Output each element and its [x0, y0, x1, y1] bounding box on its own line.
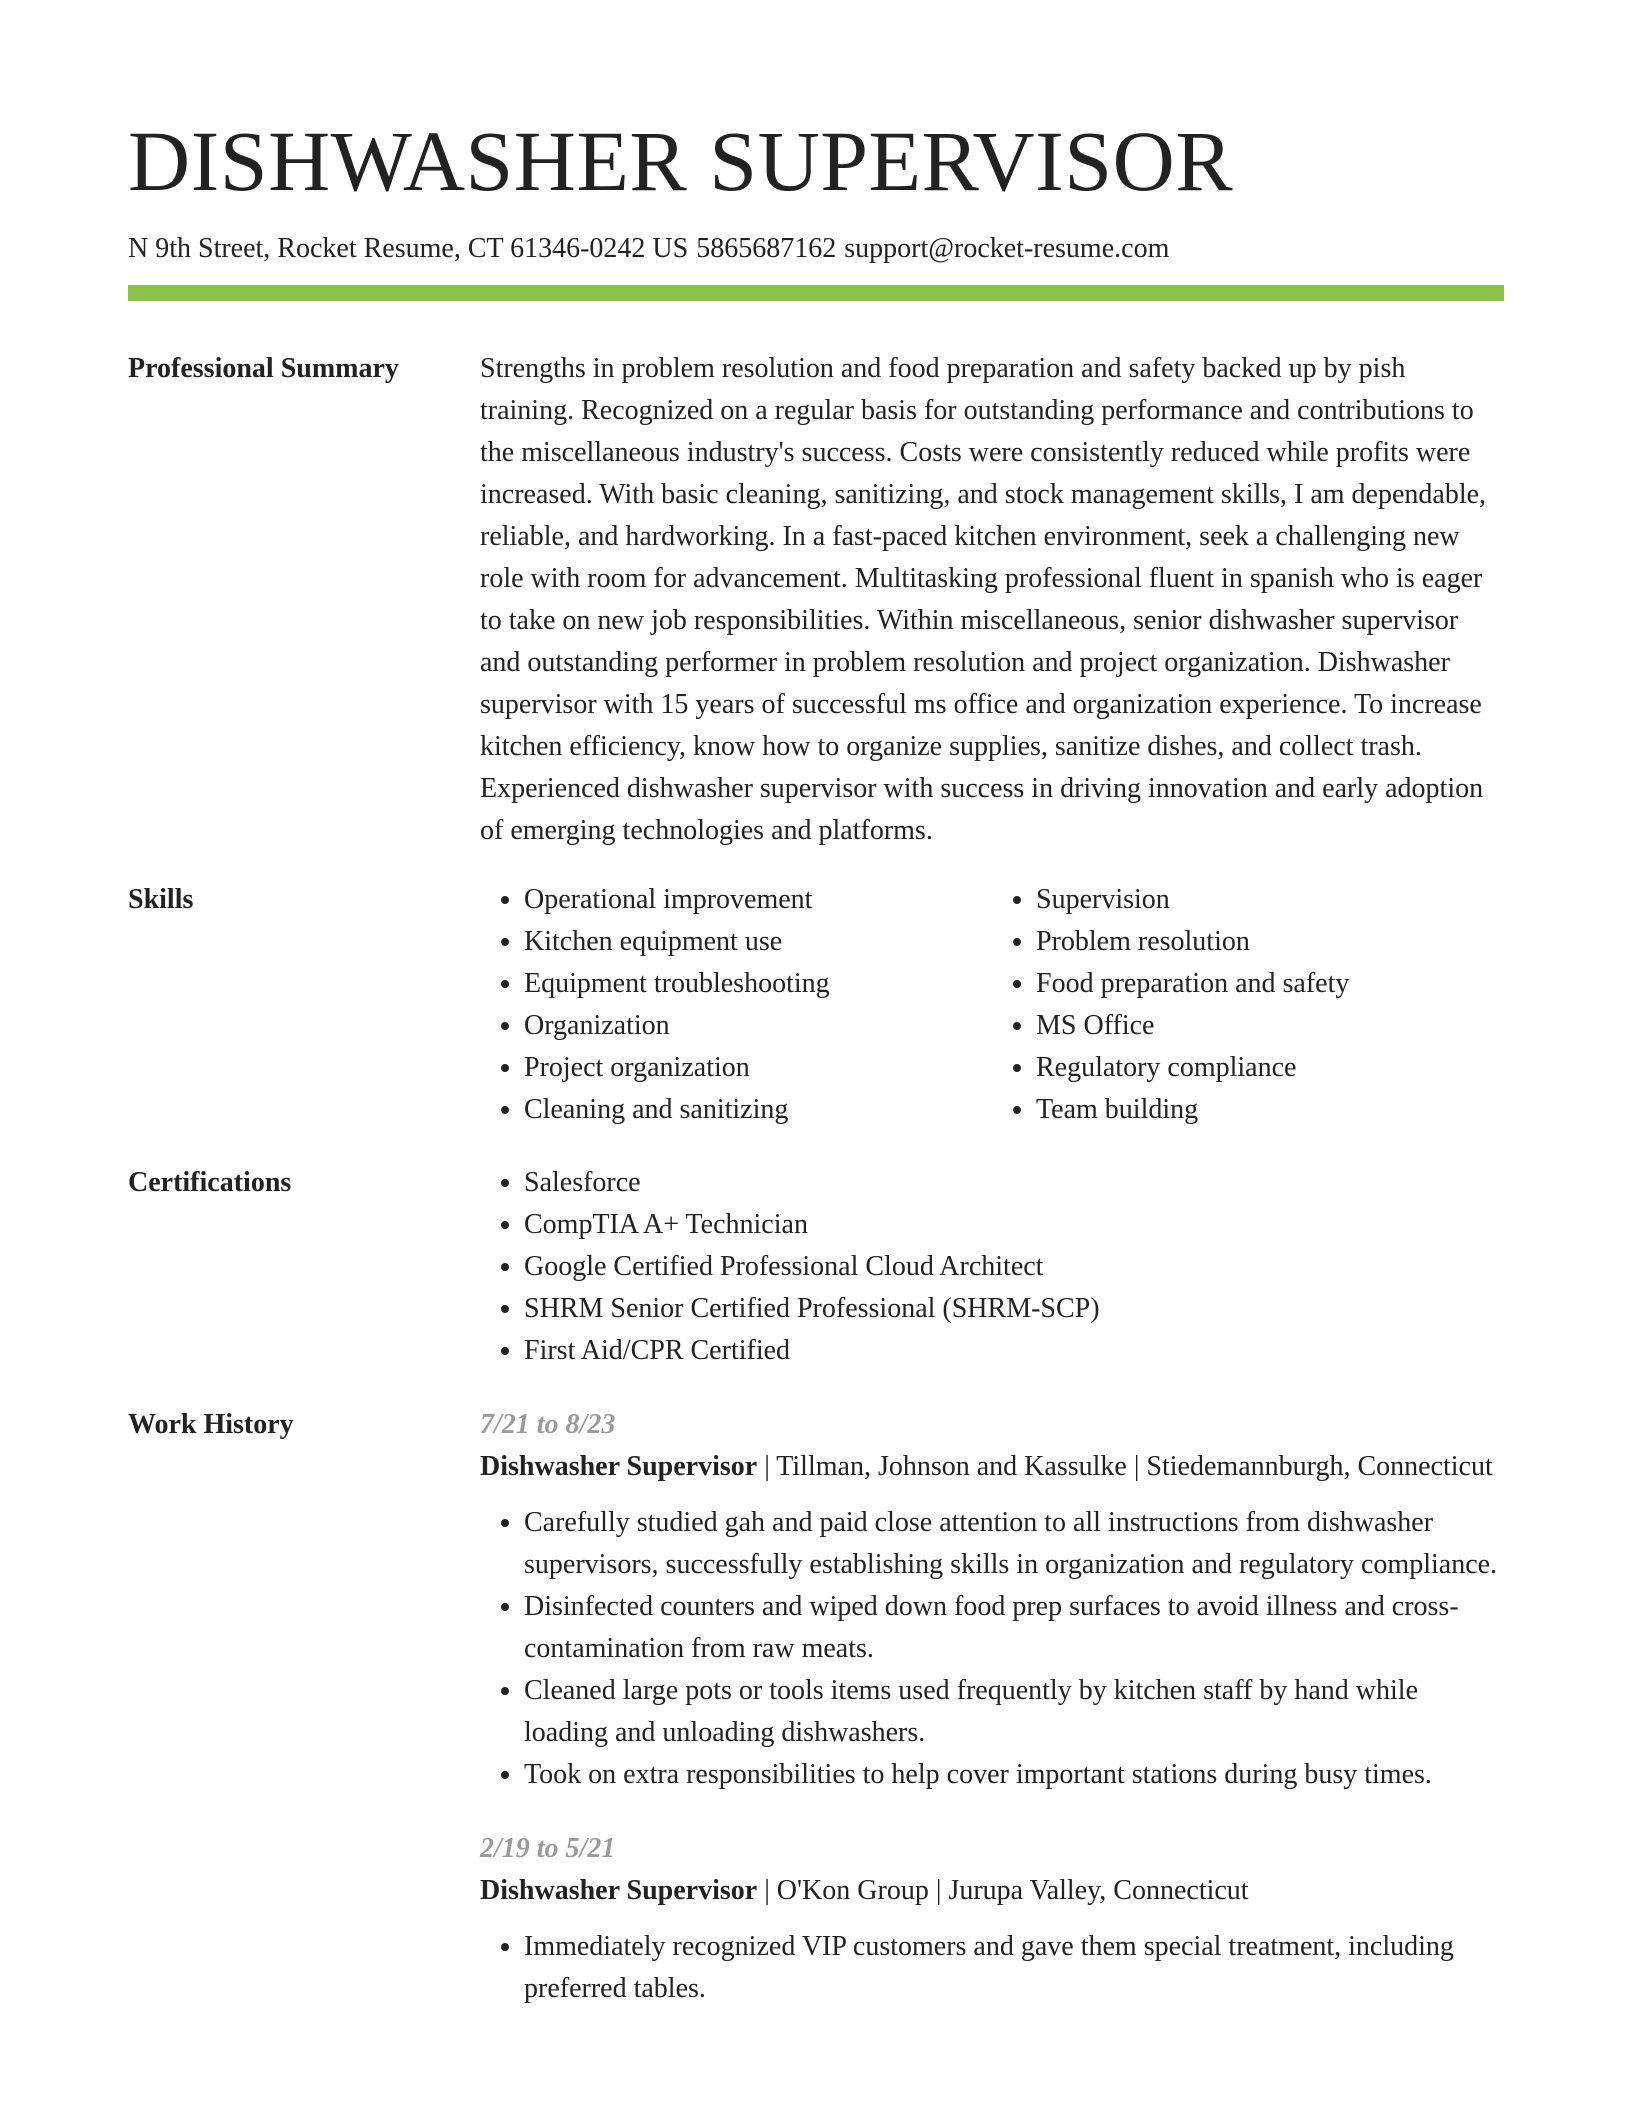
- job-details: | O'Kon Group | Jurupa Valley, Connecticut: [757, 1875, 1249, 1906]
- skill-item: • Cleaning and sanitizing: [524, 1089, 992, 1131]
- skill-item: • Equipment troubleshooting: [524, 963, 992, 1005]
- contact-line: [128, 232, 1169, 266]
- skill-item: • Problem resolution: [1036, 921, 1504, 963]
- job-bullet-list: [480, 1502, 1504, 1796]
- header-divider: [128, 285, 1504, 301]
- certifications-section-title: Certifications: [128, 1167, 292, 1198]
- certifications-list: [480, 1162, 1504, 1372]
- skills-grid: [480, 879, 1504, 1131]
- job-entry: [480, 1828, 1504, 2010]
- job-entry: [480, 1404, 1504, 1796]
- job-title: Dishwasher Supervisor: [480, 1451, 758, 1482]
- job-title: Dishwasher Supervisor: [480, 1875, 758, 1906]
- certifications-body: [480, 1162, 1504, 1372]
- job-bullet-list: [480, 1926, 1504, 2010]
- contact-email: support@rocket-resume.com: [844, 233, 1170, 264]
- skill-item: • Organization: [524, 1005, 992, 1047]
- summary-body: [480, 348, 1504, 852]
- job-details: | Tillman, Johnson and Kassulke | Stiedemannburgh, Connecticut: [757, 1451, 1493, 1482]
- certification-item: • Google Certified Professional Cloud Architect: [524, 1246, 1504, 1288]
- job-heading: [480, 1870, 1504, 1912]
- skill-item: • Regulatory compliance: [1036, 1047, 1504, 1089]
- job-bullet: • Took on extra responsibilities to help cover important stations during busy times.: [524, 1754, 1504, 1796]
- job-bullet: • Carefully studied gah and paid close attention to all instructions from dishwasher supervisors, successfully establishing skills in organization and regulatory compliance.: [524, 1502, 1504, 1586]
- certification-item: • First Aid/CPR Certified: [524, 1330, 1504, 1372]
- skills-list-right: [992, 879, 1504, 1131]
- job-dates: 7/21 to 8/23: [480, 1409, 616, 1440]
- skill-item: • Supervision: [1036, 879, 1504, 921]
- contact-address: N 9th Street, Rocket Resume, CT 61346-0242 US: [128, 233, 689, 264]
- job-bullet: • Cleaned large pots or tools items used frequently by kitchen staff by hand while loading and unloading dishwashers.: [524, 1670, 1504, 1754]
- skill-item: • Project organization: [524, 1047, 992, 1089]
- job-heading: [480, 1446, 1504, 1488]
- job-bullet: • Immediately recognized VIP customers and gave them special treatment, including preferred tables.: [524, 1926, 1504, 2010]
- contact-phone: 5865687162: [696, 233, 837, 264]
- certification-item: • Salesforce: [524, 1162, 1504, 1204]
- work-history-section-title: Work History: [128, 1409, 294, 1440]
- certification-item: • SHRM Senior Certified Professional (SHRM-SCP): [524, 1288, 1504, 1330]
- summary-text: Strengths in problem resolution and food preparation and safety backed up by pish training. Recognized on a regular basis for outstanding performance and contributions to the miscellaneous industry's success. Costs were consistently reduced while profits were increased. With basic cleaning, sanitizing, and stock management skills, I am dependable, reliable, and hardworking. In a fast-paced kitchen environment, seek a challenging new role with room for advancement. Multitasking professional fluent in spanish who is eager to take on new job responsibilities. Within miscellaneous, senior dishwasher supervisor and outstanding performer in problem resolution and project organization. Dishwasher supervisor with 15 years of successful ms office and organization experience. To increase kitchen efficiency, know how to organize supplies, sanitize dishes, and collect trash. Experienced dishwasher supervisor with success in driving innovation and early adoption of emerging technologies and platforms.: [480, 353, 1487, 846]
- skill-item: • Food preparation and safety: [1036, 963, 1504, 1005]
- job-dates: 2/19 to 5/21: [480, 1833, 616, 1864]
- work-history-body: [480, 1404, 1504, 2010]
- skill-item: • Operational improvement: [524, 879, 992, 921]
- job-bullet: • Disinfected counters and wiped down food prep surfaces to avoid illness and cross-contamination from raw meats.: [524, 1586, 1504, 1670]
- certification-item: • CompTIA A+ Technician: [524, 1204, 1504, 1246]
- skill-item: • MS Office: [1036, 1005, 1504, 1047]
- skills-section-title: Skills: [128, 884, 194, 915]
- summary-section-title: Professional Summary: [128, 353, 399, 384]
- skill-item: • Team building: [1036, 1089, 1504, 1131]
- skills-list-left: [480, 879, 992, 1131]
- skill-item: • Kitchen equipment use: [524, 921, 992, 963]
- resume-name-heading: DISHWASHER SUPERVISOR: [128, 113, 1234, 209]
